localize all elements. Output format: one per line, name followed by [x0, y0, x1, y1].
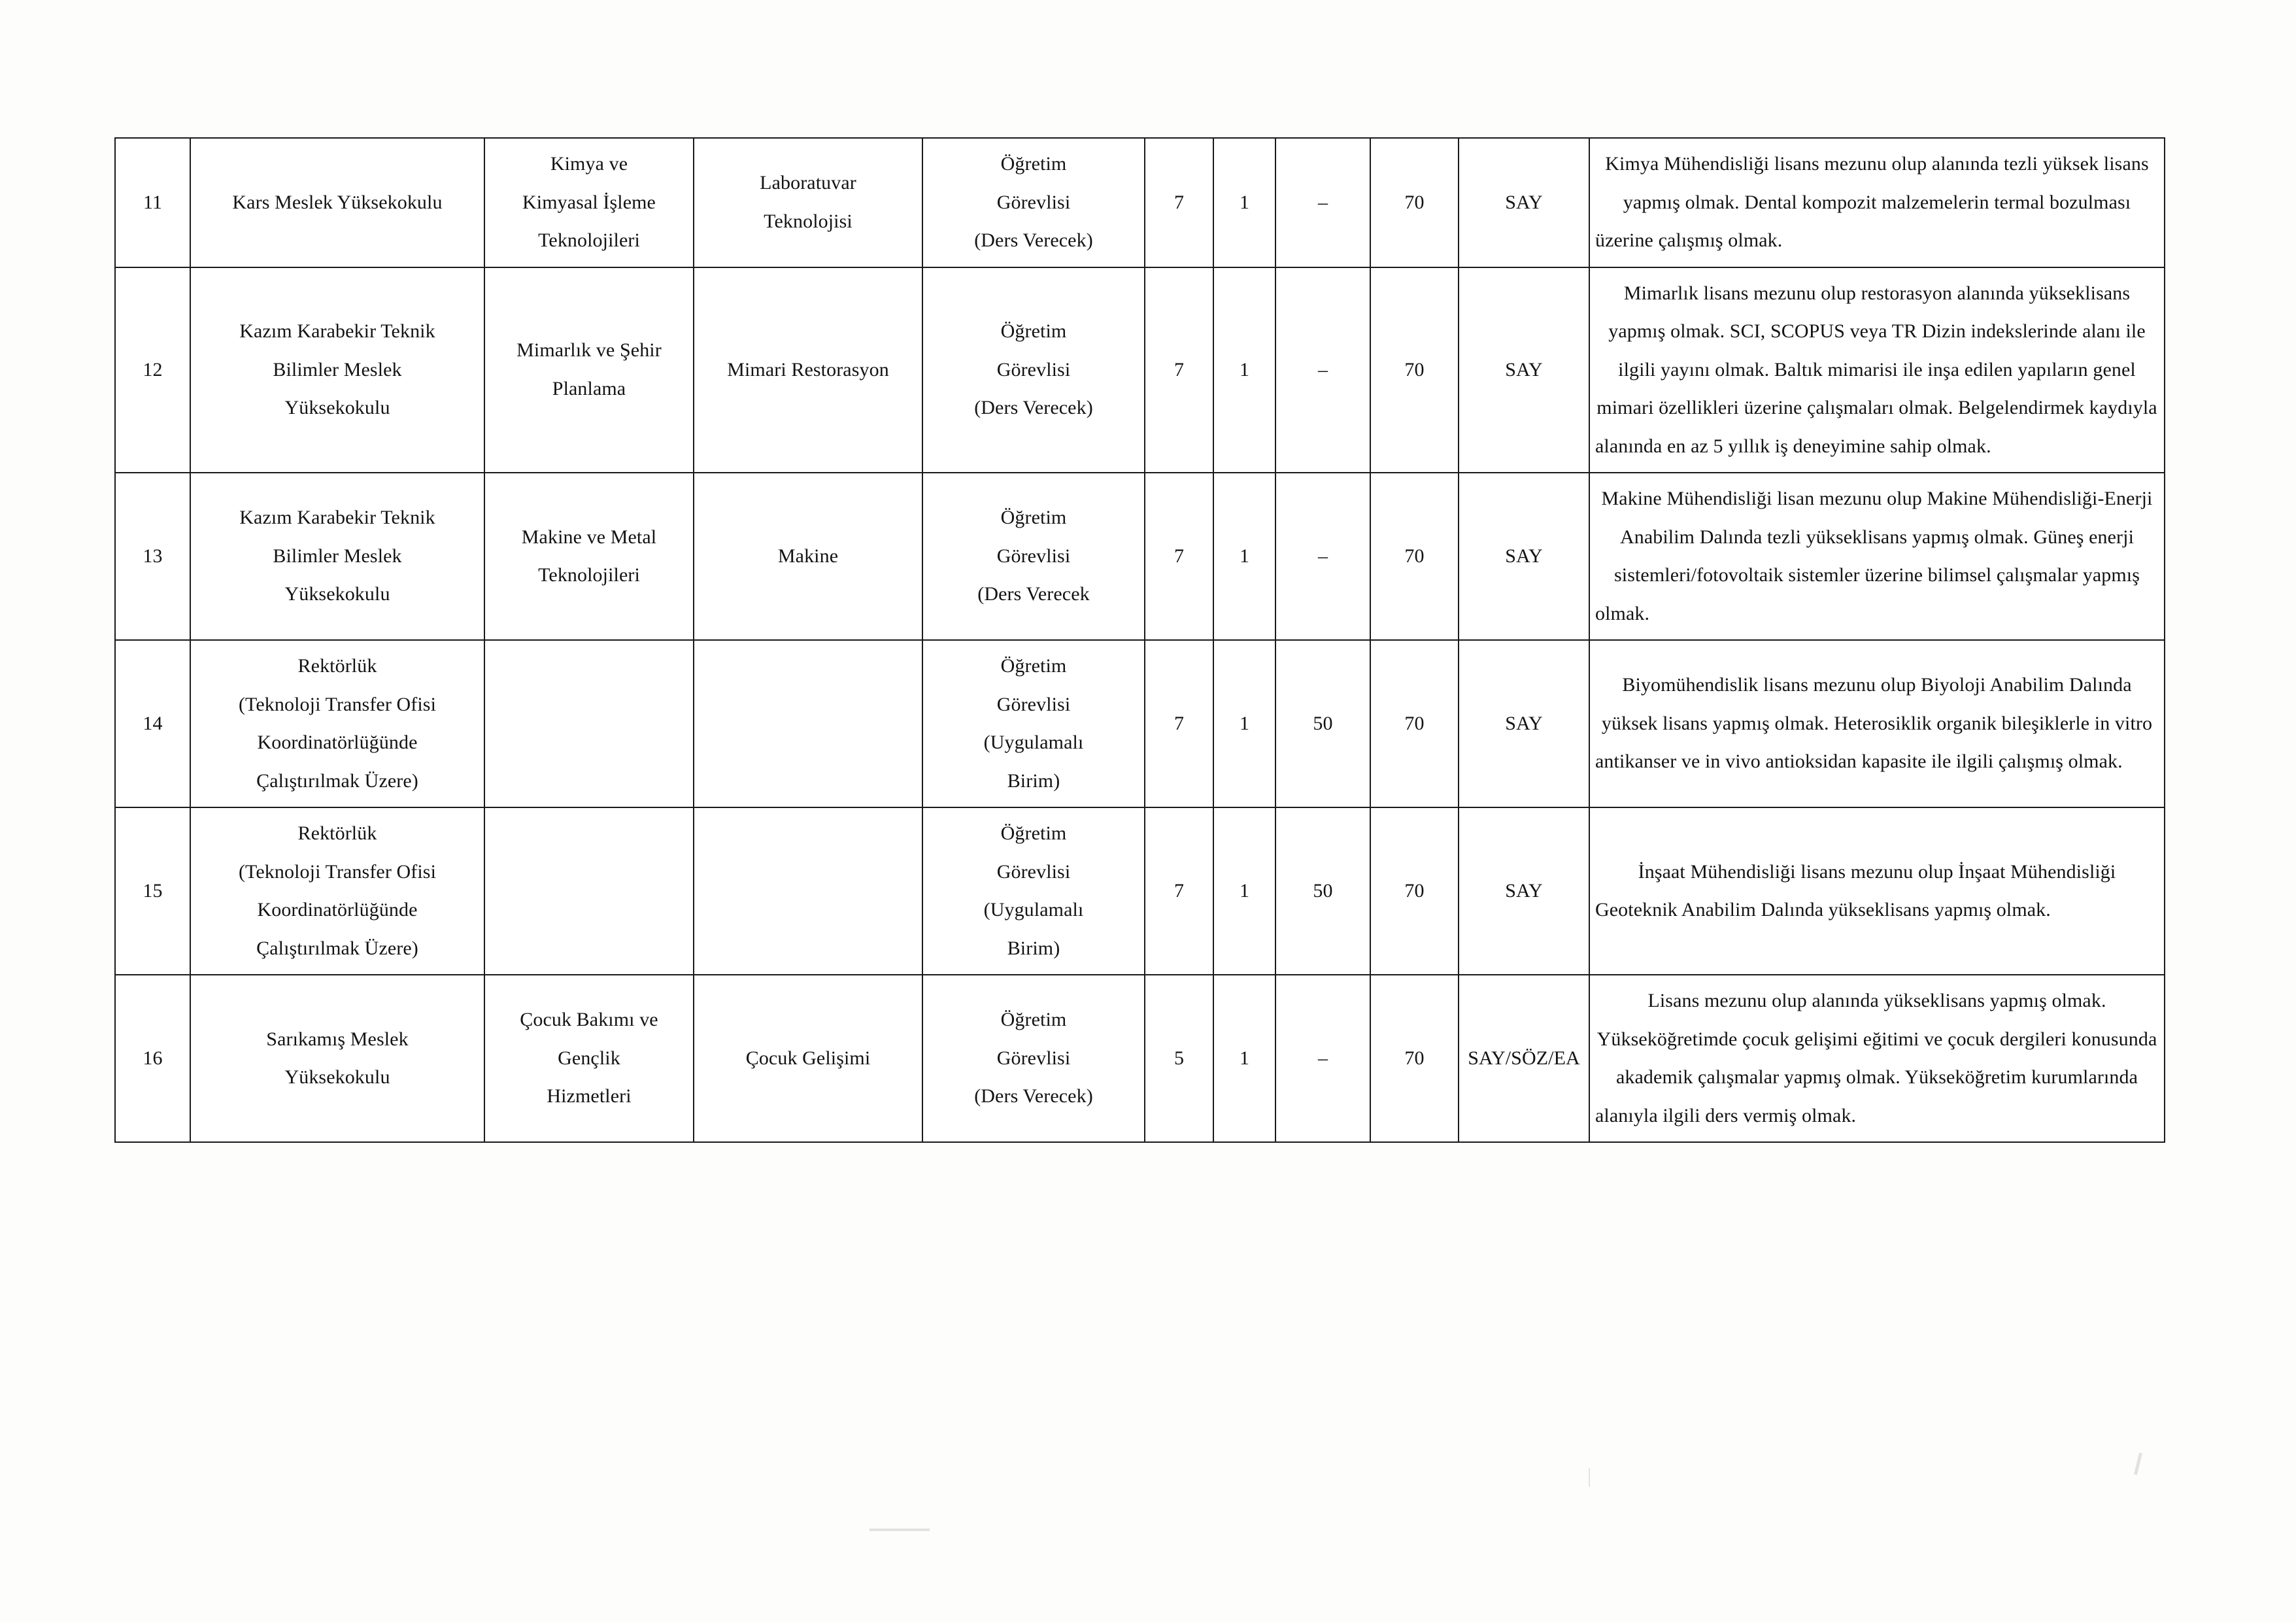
unit-cell-line: (Teknoloji Transfer Ofisi [238, 693, 437, 715]
unit-cell [190, 640, 484, 807]
unit-cell-line: Çalıştırılmak Üzere) [256, 769, 418, 792]
title-cell-line: Birim) [1007, 769, 1060, 792]
program-cell [484, 138, 694, 267]
kpss-score-cell: 70 [1370, 267, 1459, 473]
table-row [115, 807, 2165, 975]
title-cell [922, 807, 1145, 975]
title-cell-line: Öğretim [1000, 153, 1067, 175]
unit-cell-line: Sarıkamış Meslek [266, 1028, 409, 1050]
unit-cell-line: Bilimler Meslek [273, 545, 402, 567]
kpss-score-cell: 70 [1370, 473, 1459, 640]
department-cell [694, 807, 922, 975]
title-cell-line: (Ders Verecek) [974, 397, 1093, 418]
department-cell [694, 267, 922, 473]
program-cell-line: Planlama [552, 377, 626, 399]
title-cell-line: Öğretim [1000, 1009, 1067, 1031]
unit-cell-line: Yüksekokulu [284, 1066, 390, 1088]
quantity-cell: 1 [1213, 640, 1275, 807]
ales-score-cell: – [1275, 138, 1370, 267]
program-cell-line: Gençlik [558, 1047, 620, 1069]
program-cell-line: Mimarlık ve Şehir [516, 339, 662, 362]
program-cell-line: Makine ve Metal [521, 526, 657, 548]
academic-positions-table [114, 137, 2165, 1143]
score-type-cell: SAY [1459, 807, 1589, 975]
unit-cell-line: Çalıştırılmak Üzere) [256, 937, 418, 959]
unit-cell-line: Koordinatörlüğünde [257, 732, 418, 753]
degree-cell: 7 [1145, 473, 1213, 640]
kpss-score-cell: 70 [1370, 138, 1459, 267]
row-number-cell: 12 [115, 267, 190, 473]
score-type-cell: SAY [1459, 138, 1589, 267]
title-cell [922, 640, 1145, 807]
unit-cell-line: Kazım Karabekir Teknik [239, 507, 435, 529]
unit-cell [190, 267, 484, 473]
title-cell-line: Öğretim [1000, 655, 1067, 677]
department-cell [694, 975, 922, 1142]
unit-cell-line: Rektörlük [297, 655, 377, 677]
unit-cell-line: Rektörlük [297, 822, 377, 844]
scan-artifact [1589, 1468, 1590, 1487]
description-cell: Biyomühendislik lisans mezunu olup Biyoloji Anabilim Dalında yüksek lisans yapmış olmak. Heterosiklik organik bileşiklerle in vitro antikanser ve in vivo antioksidan kapasite ile ilgili çalışmış olmak. [1589, 640, 2165, 807]
degree-cell: 7 [1145, 807, 1213, 975]
unit-cell-line: Kazım Karabekir Teknik [239, 320, 435, 342]
title-cell-line: Görevlisi [996, 545, 1071, 567]
title-cell-line: (Ders Verecek) [974, 1085, 1093, 1107]
unit-cell-line: Yüksekokulu [284, 397, 390, 418]
table-row [115, 975, 2165, 1142]
score-type-cell: SAY [1459, 473, 1589, 640]
title-cell-line: (Uygulamalı [983, 899, 1084, 921]
quantity-cell: 1 [1213, 807, 1275, 975]
score-type-cell: SAY [1459, 640, 1589, 807]
unit-cell [190, 473, 484, 640]
title-cell-line: Görevlisi [996, 693, 1071, 715]
program-cell-line: Hizmetleri [547, 1085, 632, 1107]
title-cell [922, 267, 1145, 473]
score-type-cell: SAY/SÖZ/EA [1459, 975, 1589, 1142]
unit-cell-line: Koordinatörlüğünde [257, 899, 418, 921]
scan-artifact [2134, 1453, 2142, 1475]
kpss-score-cell: 70 [1370, 640, 1459, 807]
program-cell-line: Kimyasal İşleme [522, 191, 656, 213]
description-cell: Mimarlık lisans mezunu olup restorasyon alanında yükseklisans yapmış olmak. SCI, SCOPUS veya TR Dizin indekslerinde alanı ile ilgili yayını olmak. Baltık mimarisi ile inşa edilen yapıların genel mimari özellikleri üzerine çalışmaları olmak. Belgelendirmek kaydıyla alanında en az 5 yıllık iş deneyimine sahip olmak. [1589, 267, 2165, 473]
unit-cell [190, 975, 484, 1142]
quantity-cell: 1 [1213, 975, 1275, 1142]
program-cell-line: Teknolojileri [538, 229, 640, 251]
unit-cell-line: Yüksekokulu [284, 583, 390, 605]
department-cell [694, 640, 922, 807]
program-cell [484, 640, 694, 807]
table-row [115, 640, 2165, 807]
scan-artifact [869, 1529, 930, 1531]
quantity-cell: 1 [1213, 138, 1275, 267]
department-cell [694, 473, 922, 640]
title-cell [922, 975, 1145, 1142]
title-cell-line: Birim) [1007, 937, 1060, 959]
unit-cell-line: (Teknoloji Transfer Ofisi [238, 860, 437, 883]
title-cell-line: Görevlisi [996, 1047, 1071, 1069]
department-cell-line: Mimari Restorasyon [727, 358, 889, 380]
ales-score-cell: 50 [1275, 807, 1370, 975]
title-cell-line: Öğretim [1000, 822, 1067, 844]
title-cell-line: (Ders Verecek) [974, 229, 1093, 251]
title-cell-line: Görevlisi [996, 358, 1071, 380]
title-cell [922, 473, 1145, 640]
table-row [115, 138, 2165, 267]
program-cell-line: Teknolojileri [538, 564, 640, 586]
degree-cell: 7 [1145, 640, 1213, 807]
department-cell-line: Makine [777, 545, 839, 567]
row-number-cell: 13 [115, 473, 190, 640]
table-body [115, 138, 2165, 1142]
department-cell-line: Teknolojisi [764, 210, 853, 232]
unit-cell [190, 807, 484, 975]
table-row [115, 473, 2165, 640]
title-cell [922, 138, 1145, 267]
program-cell [484, 975, 694, 1142]
unit-cell-line: Bilimler Meslek [273, 358, 402, 380]
program-cell [484, 267, 694, 473]
degree-cell: 7 [1145, 267, 1213, 473]
program-cell [484, 807, 694, 975]
table-row [115, 267, 2165, 473]
title-cell-line: Öğretim [1000, 320, 1067, 342]
program-cell-line: Kimya ve [550, 153, 628, 175]
description-cell: Lisans mezunu olup alanında yükseklisans yapmış olmak. Yükseköğretimde çocuk gelişimi eğitimi ve çocuk dergileri konusunda akademik çalışmalar yapmış olmak. Yükseköğretim kurumlarında alanıyla ilgili ders vermiş olmak. [1589, 975, 2165, 1142]
program-cell [484, 473, 694, 640]
quantity-cell: 1 [1213, 267, 1275, 473]
ales-score-cell: 50 [1275, 640, 1370, 807]
title-cell-line: Görevlisi [996, 191, 1071, 213]
department-cell-line: Laboratuvar [760, 172, 856, 194]
quantity-cell: 1 [1213, 473, 1275, 640]
degree-cell: 5 [1145, 975, 1213, 1142]
title-cell-line: (Ders Verecek [977, 583, 1090, 605]
ales-score-cell: – [1275, 975, 1370, 1142]
title-cell-line: (Uygulamalı [983, 732, 1084, 753]
description-cell: Kimya Mühendisliği lisans mezunu olup alanında tezli yüksek lisans yapmış olmak. Dental kompozit malzemelerin termal bozulması üzerine çalışmış olmak. [1589, 138, 2165, 267]
degree-cell: 7 [1145, 138, 1213, 267]
ales-score-cell: – [1275, 473, 1370, 640]
row-number-cell: 11 [115, 138, 190, 267]
unit-cell-line: Kars Meslek Yüksekokulu [232, 191, 443, 213]
row-number-cell: 16 [115, 975, 190, 1142]
unit-cell [190, 138, 484, 267]
ales-score-cell: – [1275, 267, 1370, 473]
kpss-score-cell: 70 [1370, 807, 1459, 975]
row-number-cell: 15 [115, 807, 190, 975]
description-cell: Makine Mühendisliği lisan mezunu olup Makine Mühendisliği-Enerji Anabilim Dalında tezli yükseklisans yapmış olmak. Güneş enerji sistemleri/fotovoltaik sistemler üzerine bilimsel çalışmalar yapmış olmak. [1589, 473, 2165, 640]
department-cell-line: Çocuk Gelişimi [745, 1047, 871, 1069]
title-cell-line: Öğretim [1000, 507, 1067, 529]
row-number-cell: 14 [115, 640, 190, 807]
score-type-cell: SAY [1459, 267, 1589, 473]
title-cell-line: Görevlisi [996, 860, 1071, 883]
kpss-score-cell: 70 [1370, 975, 1459, 1142]
department-cell [694, 138, 922, 267]
program-cell-line: Çocuk Bakımı ve [520, 1009, 658, 1031]
description-cell: İnşaat Mühendisliği lisans mezunu olup İnşaat Mühendisliği Geoteknik Anabilim Dalında yükseklisans yapmış olmak. [1589, 807, 2165, 975]
